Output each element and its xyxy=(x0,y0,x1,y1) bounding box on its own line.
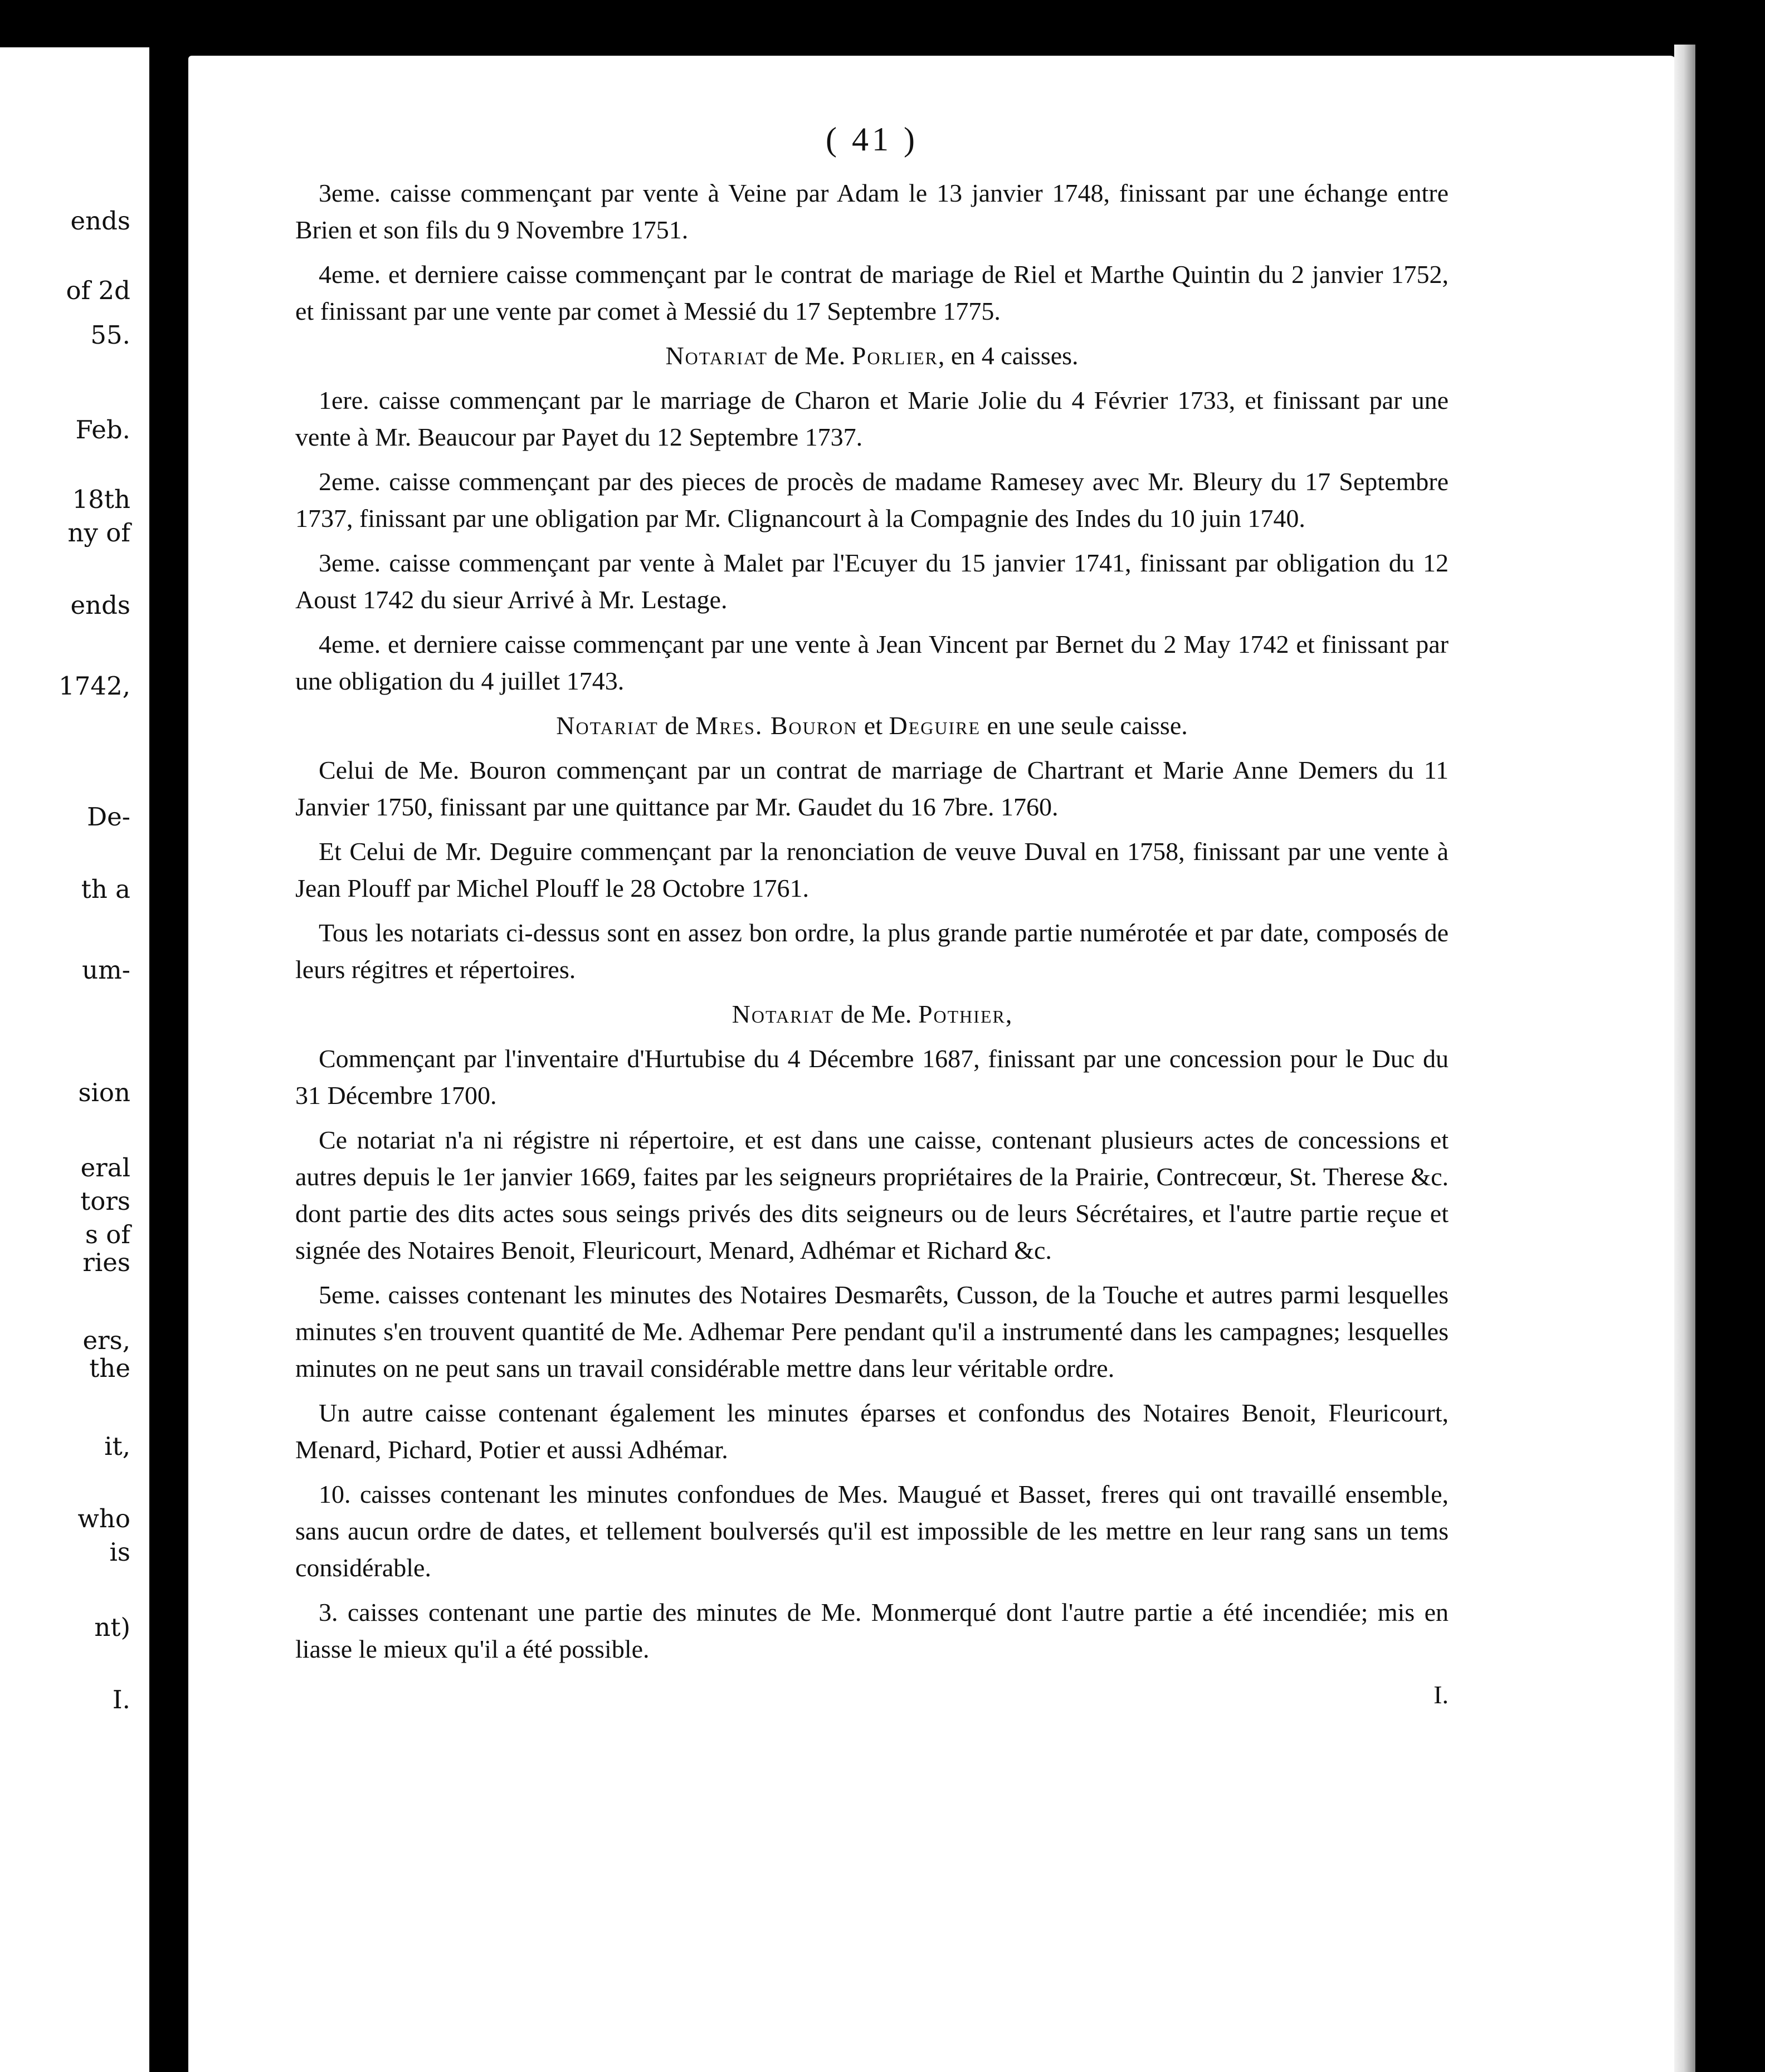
paragraph: 5eme. caisses contenant les minutes des Notaires Desmarêts, Cusson, de la Touche et autres parmi lesquelles minutes s'en trouvent quantité de Me. Adhemar Pere pendant qu'il a instrumenté dans les campagnes; lesquelles minutes on ne peut sans un travail considérable mettre dans leur véritable ordre. xyxy=(295,1281,1449,1382)
previous-page-text: tors xyxy=(80,1186,130,1216)
previous-page-text: it, xyxy=(104,1431,130,1461)
paragraph: 2eme. caisse commençant par des pieces de procès de madame Ramesey avec Mr. Bleury du 17 Septembre 1737, finissant par une obligation par Mr. Clignancourt à la Compagnie des Indes du 10 juin 1740. xyxy=(295,467,1449,532)
signature-marker: I. xyxy=(1434,1680,1449,1709)
paragraph: Celui de Me. Bouron commençant par un contrat de marriage de Chartrant et Marie Anne Demers du 11 Janvier 1750, finissant par une quittance par Mr. Gaudet du 16 7bre. 1760. xyxy=(295,756,1449,821)
previous-page-text: the xyxy=(89,1353,130,1383)
paragraph: 10. caisses contenant les minutes confondues de Mes. Maugué et Basset, freres qui ont travaillé ensemble, sans aucun ordre de dates, et tellement boulversés qu'il est impossible de les mettre en leur rang sans un tems considérable. xyxy=(295,1480,1449,1582)
previous-page-text: is xyxy=(109,1537,130,1567)
heading-part: de Me. xyxy=(834,1000,918,1028)
page-edge xyxy=(1674,45,1695,2072)
heading-part: , en 4 caisses. xyxy=(938,341,1079,370)
book-gutter xyxy=(149,0,189,2072)
page-body xyxy=(295,175,1449,1668)
heading-part: Notariat xyxy=(556,711,659,740)
previous-page-text: who xyxy=(77,1504,130,1533)
page-number: ( 41 ) xyxy=(826,121,918,158)
previous-page-text: ends xyxy=(70,590,130,620)
previous-page-text: 55. xyxy=(90,320,130,350)
heading-part: Deguire xyxy=(889,711,981,740)
section-heading xyxy=(295,707,1449,744)
paragraph: 4eme. et derniere caisse commençant par le contrat de mariage de Riel et Marthe Quintin du 2 janvier 1752, et finissant par une vente par comet à Messié du 17 Septembre 1775. xyxy=(295,260,1449,325)
previous-page-text: 18th xyxy=(72,485,130,514)
previous-page-text: nt) xyxy=(94,1612,130,1642)
previous-page-text: um- xyxy=(82,955,130,985)
paragraph: 1ere. caisse commençant par le marriage de Charon et Marie Jolie du 4 Février 1733, et finissant par une vente à Mr. Beaucour par Payet du 12 Septembre 1737. xyxy=(295,386,1449,451)
heading-part: Pothier xyxy=(918,1000,1006,1028)
paragraph: 3eme. caisse commençant par vente à Malet par l'Ecuyer du 15 janvier 1741, finissant par obligation du 12 Aoust 1742 du sieur Arrivé à Mr. Lestage. xyxy=(295,549,1449,614)
previous-page-text: ny of xyxy=(67,518,130,548)
section-heading xyxy=(295,996,1449,1033)
paragraph: Commençant par l'inventaire d'Hurtubise du 4 Décembre 1687, finissant par une concession pour le Duc du 31 Décembre 1700. xyxy=(295,1044,1449,1110)
paragraph: 3. caisses contenant une partie des minutes de Me. Monmerqué dont l'autre partie a été incendiée; mis en liasse le mieux qu'il a été possible. xyxy=(295,1598,1449,1663)
previous-page-text: s of xyxy=(85,1220,130,1249)
heading-part: Notariat xyxy=(732,1000,835,1028)
previous-page-fragment xyxy=(0,47,150,2072)
previous-page-text: ends xyxy=(70,206,130,236)
section-heading xyxy=(295,338,1449,374)
previous-page-text: De- xyxy=(87,802,130,832)
previous-page-text: 1742, xyxy=(58,671,130,701)
previous-page-text: th a xyxy=(81,874,130,904)
heading-part: , xyxy=(1005,1000,1012,1028)
heading-part: de xyxy=(658,711,696,740)
page-content xyxy=(295,117,1449,1713)
previous-page-text: Feb. xyxy=(75,415,130,444)
paragraph: Tous les notariats ci-dessus sont en assez bon ordre, la plus grande partie numérotée et par date, composés de leurs régitres et répertoires. xyxy=(295,918,1449,984)
previous-page-text: ries xyxy=(82,1248,130,1277)
previous-page-text: eral xyxy=(80,1153,130,1182)
paragraph: Un autre caisse contenant également les minutes éparses et confondus des Notaires Benoit, Fleuricourt, Menard, Pichard, Potier et aussi Adhémar. xyxy=(295,1399,1449,1464)
paragraph: Et Celui de Mr. Deguire commençant par la renonciation de veuve Duval en 1758, finissant par une vente à Jean Plouff par Michel Plouff le 28 Octobre 1761. xyxy=(295,837,1449,902)
heading-part: et xyxy=(857,711,889,740)
previous-page-text: of 2d xyxy=(66,276,130,305)
paragraph: 4eme. et derniere caisse commençant par une vente à Jean Vincent par Bernet du 2 May 1742 et finissant par une obligation du 4 juillet 1743. xyxy=(295,630,1449,695)
heading-part: en une seule caisse. xyxy=(981,711,1188,740)
heading-part: Mres. Bouron xyxy=(695,711,858,740)
heading-part: Porlier xyxy=(851,341,938,370)
paragraph: Ce notariat n'a ni régistre ni répertoire, et est dans une caisse, contenant plusieurs actes de concessions et autres depuis le 1er janvier 1669, faites par les seigneurs propriétaires de la Prairie, Contrecœur, St. Therese &c. dont partie des dits actes sous seings privés des dits seigneurs ou de leurs Sécrétaires, et l'autre partie reçue et signée des Notaires Benoit, Fleuricourt, Menard, Adhémar et Richard &c. xyxy=(295,1126,1449,1264)
previous-page-text: ers, xyxy=(82,1326,130,1355)
previous-page-text: I. xyxy=(112,1685,130,1714)
heading-part: de Me. xyxy=(768,341,852,370)
heading-part: Notariat xyxy=(665,341,768,370)
previous-page-text: sion xyxy=(78,1078,130,1107)
paragraph: 3eme. caisse commençant par vente à Veine par Adam le 13 janvier 1748, finissant par une échange entre Brien et son fils du 9 Novembre 1751. xyxy=(295,179,1449,244)
